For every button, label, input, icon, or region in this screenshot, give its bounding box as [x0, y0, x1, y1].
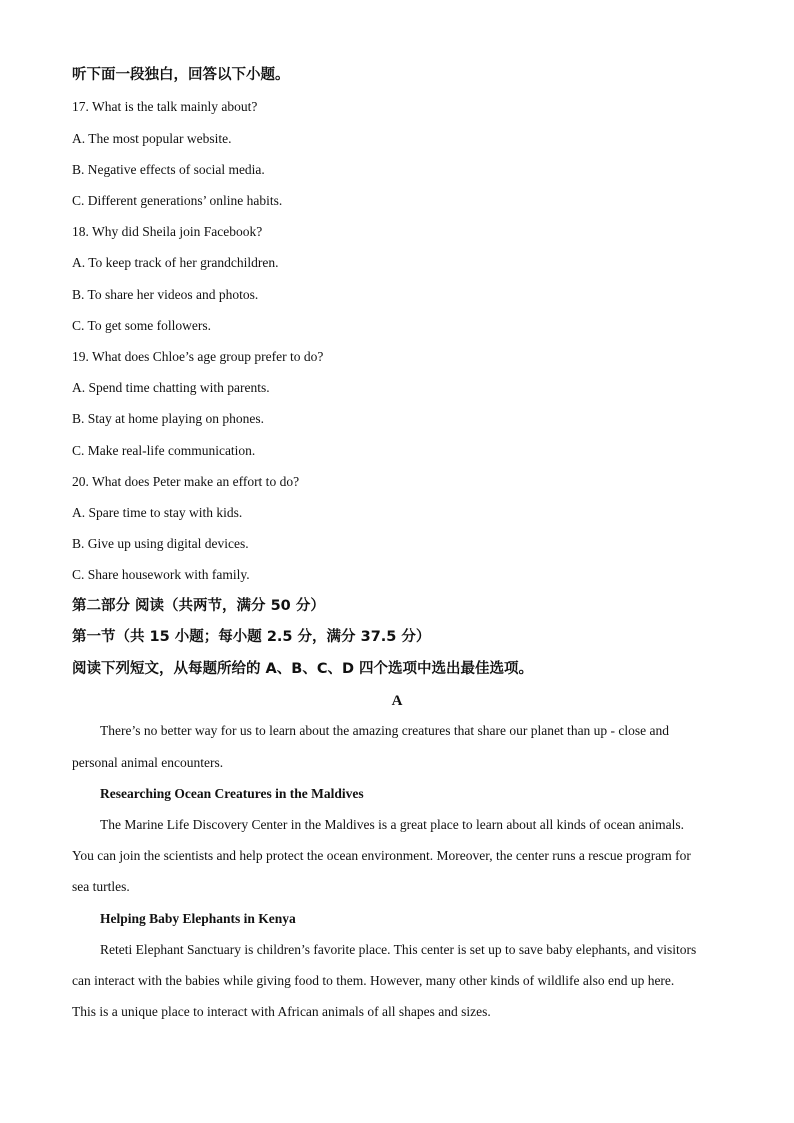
maldives-line-2: You can join the scientists and help protect the ocean environment. Moreover, the center runs a rescue program for: [72, 848, 691, 863]
question-20-option-c: C. Share housework with family.: [72, 567, 250, 582]
reading-instruction: 阅读下列短文，从每题所给的 A、B、C、D 四个选项中选出最佳选项。: [72, 661, 534, 677]
passage-intro-line-1: There’s no better way for us to learn about the amazing creatures that share our planet than up - close and: [100, 723, 670, 738]
listening-heading: 听下面一段独白，回答以下小题。: [72, 67, 290, 83]
question-20-stem: 20. What does Peter make an effort to do?: [72, 474, 300, 489]
question-19-option-a: A. Spend time chatting with parents.: [72, 380, 270, 395]
question-17-option-b: B. Negative effects of social media.: [72, 162, 265, 177]
kenya-line-3: This is a unique place to interact with African animals of all shapes and sizes.: [72, 1004, 491, 1019]
question-18-option-b: B. To share her videos and photos.: [72, 287, 259, 302]
question-20-option-a: A. Spare time to stay with kids.: [72, 505, 243, 520]
maldives-line-1: The Marine Life Discovery Center in the Maldives is a great place to learn about all kinds of ocean animals.: [100, 817, 685, 832]
maldives-line-3: sea turtles.: [72, 879, 130, 894]
passage-label: A: [391, 693, 403, 709]
question-19-stem: 19. What does Chloe’s age group prefer to do?: [72, 349, 324, 364]
question-18-option-a: A. To keep track of her grandchildren.: [72, 255, 279, 270]
question-17-stem: 17. What is the talk mainly about?: [72, 99, 258, 114]
question-17-option-a: A. The most popular website.: [72, 131, 232, 146]
question-18-option-c: C. To get some followers.: [72, 318, 212, 333]
kenya-line-1: Reteti Elephant Sanctuary is children’s favorite place. This center is set up to save baby elephants, and visitors: [100, 942, 697, 957]
question-19-option-b: B. Stay at home playing on phones.: [72, 411, 264, 426]
maldives-heading: Researching Ocean Creatures in the Maldives: [100, 786, 364, 801]
part-two-title: 第二部分 阅读（共两节，满分 50 分）: [72, 598, 325, 614]
question-20-option-b: B. Give up using digital devices.: [72, 536, 249, 551]
kenya-heading: Helping Baby Elephants in Kenya: [100, 911, 296, 926]
passage-intro-line-2: personal animal encounters.: [72, 755, 224, 770]
section-one-title: 第一节（共 15 小题；每小题 2.5 分，满分 37.5 分）: [72, 629, 431, 645]
question-18-stem: 18. Why did Sheila join Facebook?: [72, 224, 263, 239]
question-17-option-c: C. Different generations’ online habits.: [72, 193, 283, 208]
question-19-option-c: C. Make real-life communication.: [72, 443, 256, 458]
kenya-line-2: can interact with the babies while giving food to them. However, many other kinds of wildlife also end up here.: [72, 973, 675, 988]
